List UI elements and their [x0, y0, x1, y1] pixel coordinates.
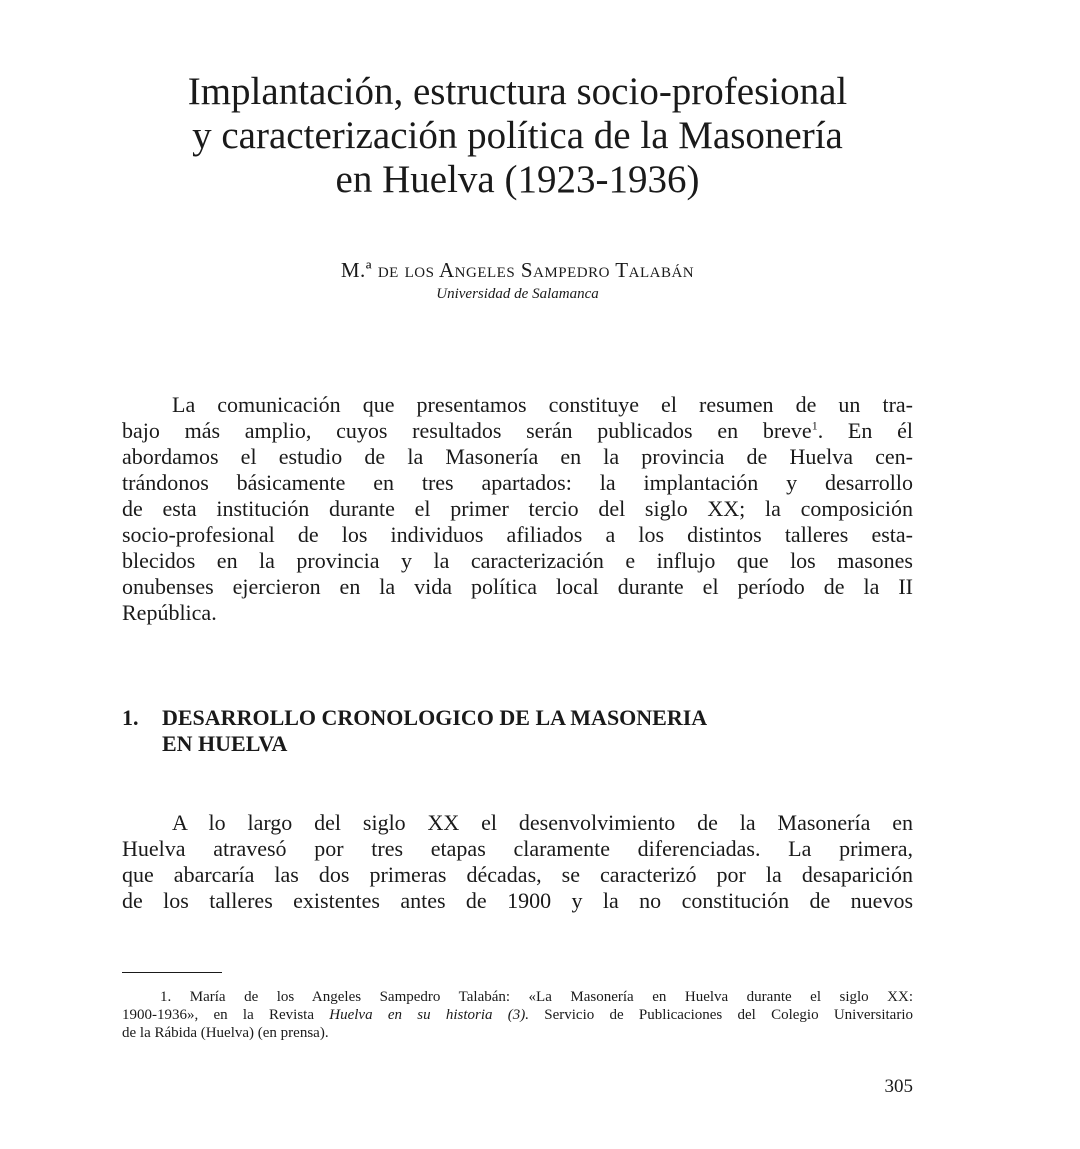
footnote-text: Servicio de Publicaciones del Colegio Universitario: [529, 1007, 913, 1023]
footnote-text: 1900-1936», en la Revista: [122, 1007, 330, 1023]
intro-line: onubenses ejercieron en la vida política local durante el período de la II: [122, 574, 913, 599]
author-name: [120, 258, 915, 283]
section-number: 1.: [122, 705, 139, 730]
journal-title: Huelva en su historia (3).: [329, 1007, 530, 1023]
intro-line: trándonos básicamente en tres apartados: la implantación y desarrollo: [122, 470, 913, 495]
intro-line: La comunicación que presentamos constituye el resumen de un tra-: [172, 392, 913, 417]
footnote-line: [122, 1006, 913, 1024]
body-line: que abarcaría las dos primeras décadas, se caracterizó por la desaparición: [122, 862, 913, 887]
body-line: Huelva atravesó por tres etapas claramente diferenciadas. La primera,: [122, 836, 913, 861]
body-line: A lo largo del siglo XX el desenvolvimiento de la Masonería en: [172, 810, 913, 835]
footnote-text: María de los Angeles Sampedro Talabán: «La Masonería en Huelva durante el siglo XX:: [189, 989, 913, 1005]
footnote: [122, 988, 913, 1042]
body-line: de los talleres existentes antes de 1900 y la no constitución de nuevos: [122, 888, 913, 913]
intro-line: socio-profesional de los individuos afiliados a los distintos talleres esta-: [122, 522, 913, 547]
intro-paragraph: [122, 392, 913, 626]
footnote-line: [122, 988, 913, 1006]
body-paragraph: [122, 810, 913, 914]
intro-line: República.: [122, 600, 217, 625]
title-line-3: en Huelva (1923-1936): [335, 158, 700, 201]
intro-line: de esta institución durante el primer tercio del siglo XX; la composición: [122, 496, 913, 521]
author-surname: de los Angeles Sampedro Talabán: [377, 258, 695, 282]
section-title-line-2: EN HUELVA: [162, 731, 288, 756]
intro-line-text: bajo más amplio, cuyos resultados serán publicados en breve: [122, 418, 812, 443]
intro-line: abordamos el estudio de la Masonería en la provincia de Huelva cen-: [122, 444, 913, 469]
footnote-line: de la Rábida (Huelva) (en prensa).: [122, 1025, 329, 1041]
footnote-reference[interactable]: 1: [811, 418, 818, 433]
page-number: 305: [884, 1076, 913, 1097]
title-line-1: Implantación, estructura socio-profesional: [187, 70, 848, 113]
intro-line: [122, 418, 913, 444]
title-line-2: y caracterización política de la Masonería: [192, 114, 843, 157]
section-heading: [122, 705, 913, 757]
author-affiliation: Universidad de Salamanca: [436, 286, 599, 302]
intro-line: blecidos en la provincia y la caracterización e influjo que los masones: [122, 548, 913, 573]
section-title-line-1: DESARROLLO CRONOLOGICO DE LA MASONERIA: [162, 705, 708, 730]
author-prefix: M.ª: [340, 258, 378, 282]
article-title: [120, 70, 915, 202]
intro-line-text: . En él: [817, 418, 913, 443]
footnote-separator: [122, 972, 222, 973]
footnote-number: 1.: [160, 989, 172, 1005]
